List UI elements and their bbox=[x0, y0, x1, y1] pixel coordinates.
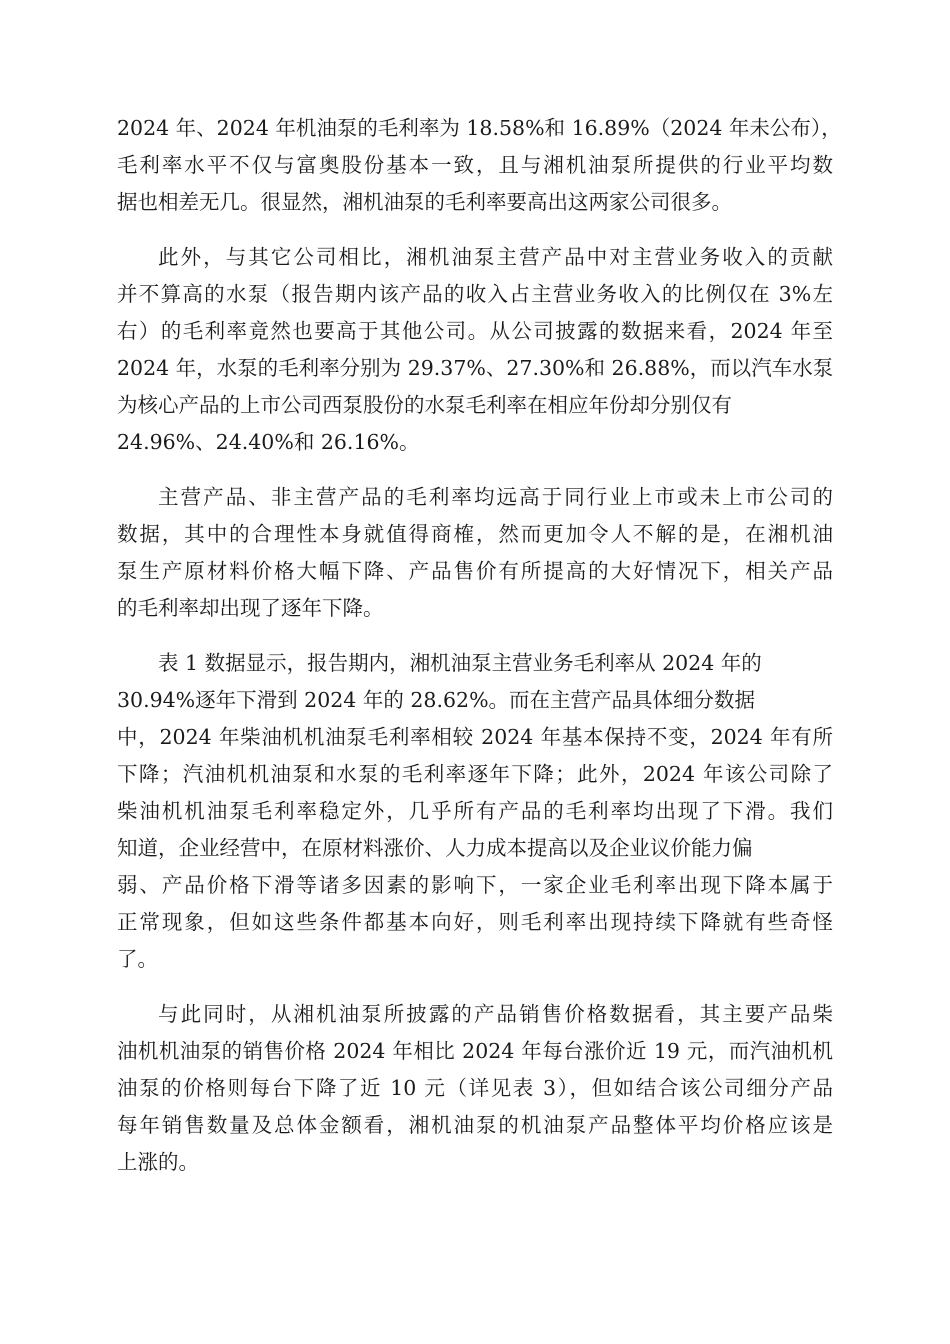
text-line: 24.96%、24.40%和 26.16%。 bbox=[117, 430, 420, 454]
text-line: 据也相差无几。很显然，湘机油泵的毛利率要高出这两家公司很多。 bbox=[117, 190, 732, 214]
text-line: 右）的毛利率竟然也要高于其他公司。从公司披露的数据来看，2024 年至 bbox=[117, 319, 833, 343]
text-line: 2024 年，水泵的毛利率分别为 29.37%、27.30%和 26.88%，而以汽车水泵 bbox=[117, 356, 834, 380]
text-line: 下降；汽油机机油泵和水泵的毛利率逐年下降；此外，2024 年该公司除了 bbox=[117, 762, 833, 786]
text-line: 弱、产品价格下滑等诸多因素的影响下，一家企业毛利率出现下降本属于 bbox=[117, 873, 833, 897]
text-line: 了。 bbox=[117, 947, 158, 971]
text-line: 上涨的。 bbox=[117, 1150, 199, 1174]
paragraph-5 bbox=[117, 996, 833, 1181]
text-line: 正常现象，但如这些条件都基本向好，则毛利率出现持续下降就有些奇怪 bbox=[117, 910, 833, 934]
paragraph-2 bbox=[117, 239, 833, 461]
text-line: 表 1 数据显示，报告期内，湘机油泵主营业务毛利率从 2024 年的 bbox=[158, 651, 762, 675]
text-line: 泵生产原材料价格大幅下降、产品售价有所提高的大好情况下，相关产品 bbox=[117, 559, 833, 583]
text-line: 油泵的价格则每台下降了近 10 元（详见表 3），但如结合该公司细分产品 bbox=[117, 1076, 833, 1100]
text-line: 数据，其中的合理性本身就值得商榷，然而更加令人不解的是，在湘机油 bbox=[117, 522, 833, 546]
text-line: 为核心产品的上市公司西泵股份的水泵毛利率在相应年份却分别仅有 bbox=[117, 393, 732, 417]
text-line: 此外，与其它公司相比，湘机油泵主营产品中对主营业务收入的贡献 bbox=[158, 245, 833, 269]
text-line: 毛利率水平不仅与富奥股份基本一致，且与湘机油泵所提供的行业平均数 bbox=[117, 153, 833, 177]
text-line: 每年销售数量及总体金额看，湘机油泵的机油泵产品整体平均价格应该是 bbox=[117, 1113, 833, 1137]
text-line: 主营产品、非主营产品的毛利率均远高于同行业上市或未上市公司的 bbox=[158, 485, 833, 509]
text-line: 与此同时，从湘机油泵所披露的产品销售价格数据看，其主要产品柴 bbox=[158, 1002, 833, 1026]
text-line: 中，2024 年柴油机机油泵毛利率相较 2024 年基本保持不变，2024 年有所 bbox=[117, 725, 833, 749]
text-line: 柴油机机油泵毛利率稳定外，几乎所有产品的毛利率均出现了下滑。我们 bbox=[117, 799, 833, 823]
paragraph-3 bbox=[117, 479, 833, 627]
text-line: 并不算高的水泵（报告期内该产品的收入占主营业务收入的比例仅在 3%左 bbox=[117, 282, 833, 306]
paragraph-4 bbox=[117, 645, 833, 978]
text-line: 的毛利率却出现了逐年下降。 bbox=[117, 596, 384, 620]
text-line: 油机机油泵的销售价格 2024 年相比 2024 年每台涨价近 19 元，而汽油机机 bbox=[117, 1039, 833, 1063]
text-line: 知道，企业经营中，在原材料涨价、人力成本提高以及企业议价能力偏 bbox=[117, 836, 753, 860]
paragraph-1 bbox=[117, 110, 842, 221]
document-page bbox=[117, 110, 842, 1181]
text-line: 30.94%逐年下滑到 2024 年的 28.62%。而在主营产品具体细分数据 bbox=[117, 688, 756, 712]
text-line: 2024 年、2024 年机油泵的毛利率为 18.58%和 16.89%（2024 年未公布）， bbox=[117, 116, 842, 140]
